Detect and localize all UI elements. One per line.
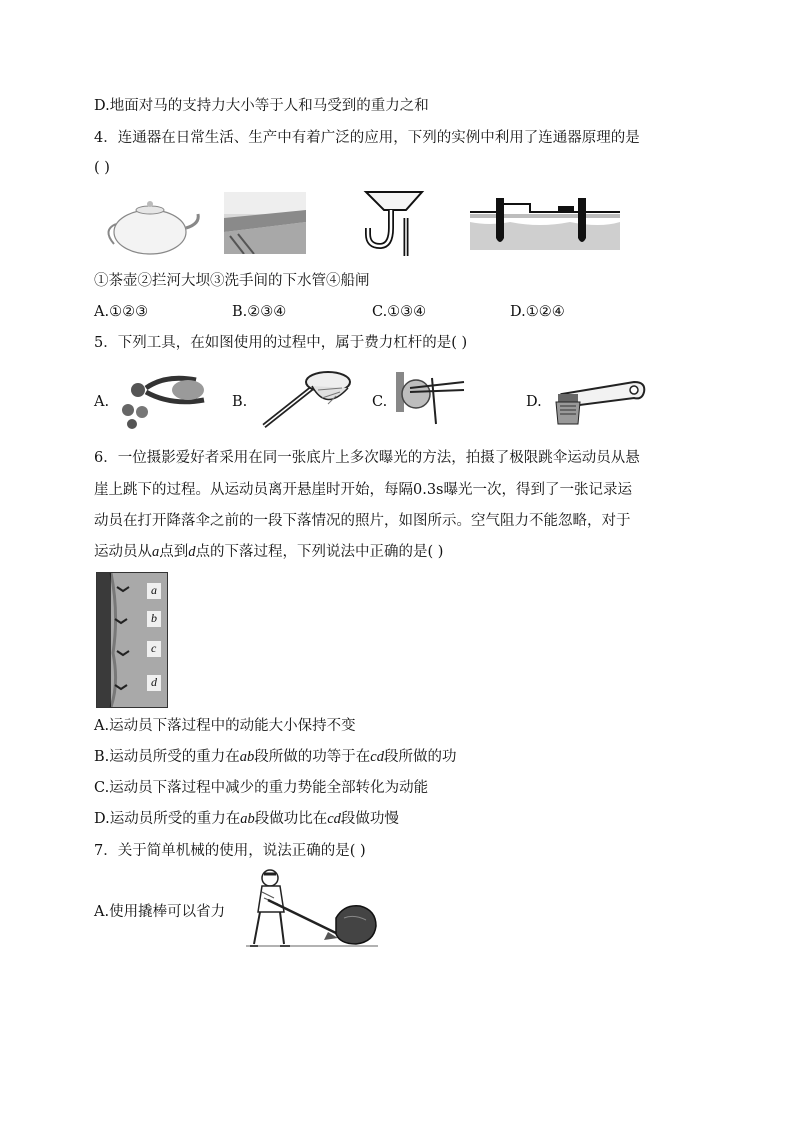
tweezers-image [394, 368, 474, 428]
q6-option-c: C.运动员下落过程中减少的重力势能全部转化为动能 [94, 780, 429, 796]
sink-drain-image [360, 188, 430, 258]
q4-option-b: B.②③④ [232, 304, 287, 320]
q5-option-a-label: A. [94, 394, 110, 410]
photo-label-a: a [151, 583, 157, 597]
q7-stem: 7．关于简单机械的使用，说法正确的是( ) [94, 843, 366, 859]
q6-var-cd: cd [370, 749, 384, 765]
q6-stem-line1: 6．一位摄影爱好者采用在同一张底片上多次曝光的方法，拍摄了极限跳伞运动员从悬 [94, 450, 640, 466]
fishing-net-image [256, 366, 356, 432]
q6-stem-line2: 崖上跳下的过程。从运动员离开悬崖时开始，每隔0.3s曝光一次，得到了一张记录运 [94, 482, 632, 498]
q4-stem-line1: 4．连通器在日常生活、生产中有着广泛的应用，下列的实例中利用了连通器原理的是 [94, 130, 640, 146]
skydiver-photo [96, 572, 168, 708]
nutcracker-image [116, 366, 216, 432]
q6-var-cd-2: cd [327, 811, 341, 827]
q5-stem: 5．下列工具，在如图使用的过程中，属于费力杠杆的是( ) [94, 335, 468, 351]
q6-stem-line4-part1: 运动员从 [94, 544, 152, 560]
q6-stem-line4-part3: 点的下落过程，下列说法中正确的是( ) [195, 544, 444, 560]
q6-stem-line4 [94, 542, 443, 562]
q5-option-c-label: C. [372, 394, 388, 410]
q6-var-ab: ab [239, 749, 255, 765]
q6-option-d-part3: 段做功慢 [340, 811, 399, 827]
q6-option-b [94, 747, 456, 767]
q6-stem-line3: 动员在打开降落伞之前的一段下落情况的照片，如图所示。空气阻力不能忽略，对于 [94, 513, 631, 529]
photo-label-d: d [151, 675, 157, 689]
q5-option-d-label: D. [526, 394, 542, 410]
q6-var-d: d [188, 544, 196, 560]
q4-option-c: C.①③④ [372, 304, 427, 320]
q7-option-a: A.使用撬棒可以省力 [94, 904, 226, 920]
crowbar-lever-image [244, 868, 380, 950]
q6-option-b-part1: B.运动员所受的重力在 [94, 749, 240, 765]
q6-stem-line4-part2: 点到 [159, 544, 189, 560]
q4-option-d: D.①②④ [510, 304, 565, 320]
q4-caption: ①茶壶②拦河大坝③洗手间的下水管④船闸 [94, 273, 370, 289]
ship-lock-image [470, 192, 620, 250]
photo-label-c: c [151, 641, 157, 655]
teapot-image [102, 194, 202, 258]
q4-option-a: A.①②③ [94, 304, 149, 320]
q3-option-d: D.地面对马的支持力大小等于人和马受到的重力之和 [94, 98, 429, 114]
q6-option-d [94, 809, 399, 829]
q6-option-a: A.运动员下落过程中的动能大小保持不变 [94, 718, 356, 734]
q6-option-d-part1: D.运动员所受的重力在 [94, 811, 241, 827]
photo-label-b: b [151, 611, 157, 625]
bottle-opener-image [548, 372, 648, 428]
dam-image [224, 192, 306, 254]
q6-var-a: a [152, 544, 160, 560]
q4-stem-line2: ( ) [94, 160, 110, 176]
q6-option-b-part3: 段所做的功 [383, 749, 457, 765]
q6-var-ab-2: ab [240, 811, 255, 827]
q6-option-b-part2: 段所做的功等于在 [254, 749, 371, 765]
q6-option-d-part2: 段做功比在 [254, 811, 328, 827]
q5-option-b-label: B. [232, 394, 248, 410]
